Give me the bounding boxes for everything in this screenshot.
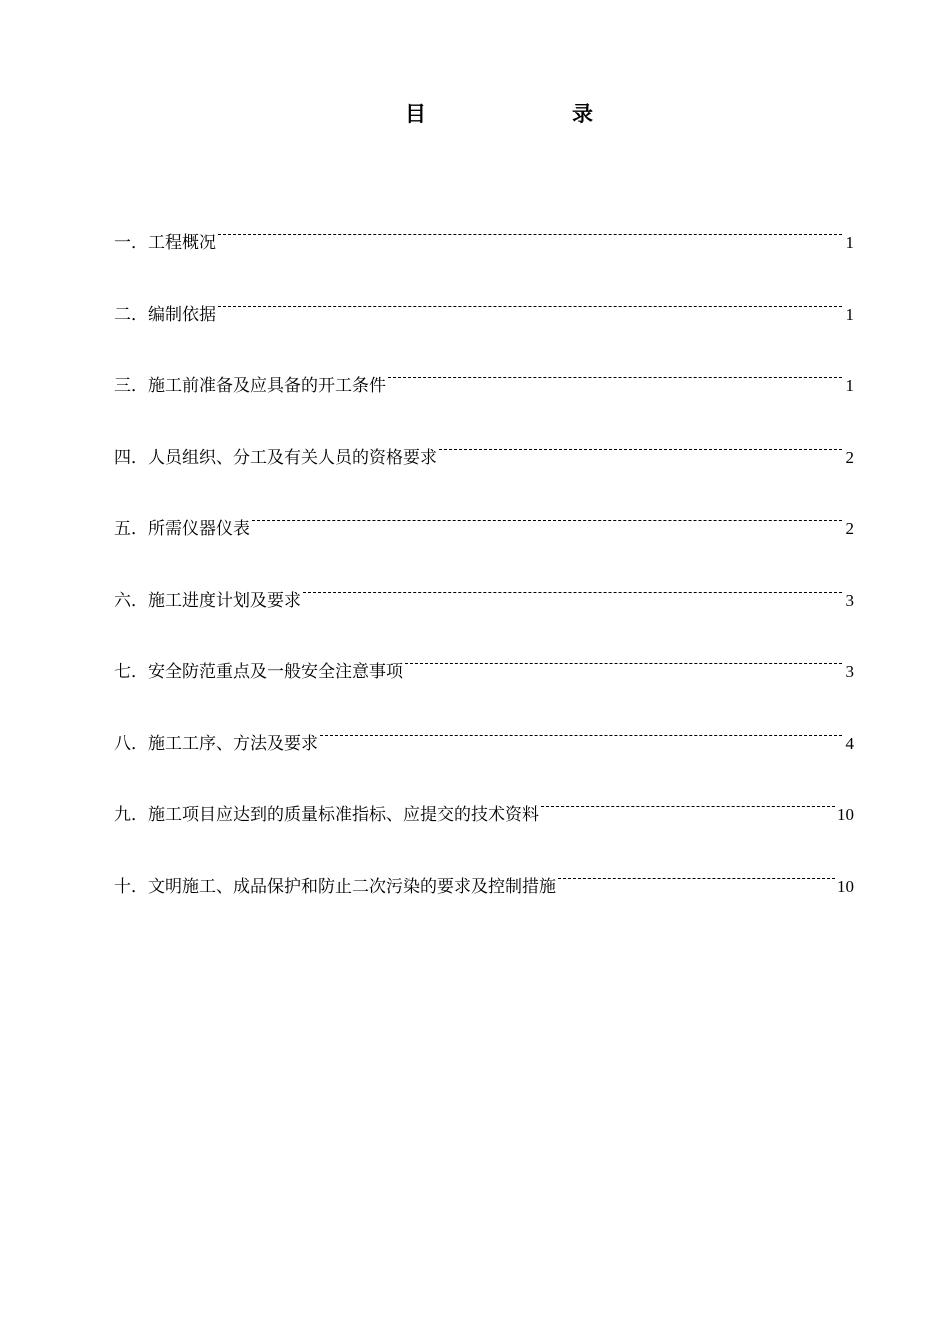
toc-entry-9[interactable] bbox=[114, 792, 854, 825]
toc-number: 九． bbox=[114, 805, 148, 825]
toc-number: 六． bbox=[114, 590, 148, 611]
toc-page-number: 10 bbox=[837, 805, 854, 824]
toc-number: 二． bbox=[114, 304, 148, 325]
toc-entry-1[interactable] bbox=[114, 220, 854, 253]
toc-leader bbox=[320, 721, 842, 749]
toc-entry-4[interactable] bbox=[114, 435, 854, 468]
page-title bbox=[0, 98, 950, 130]
toc-number: 十． bbox=[114, 876, 148, 897]
toc-page-number: 2 bbox=[845, 447, 854, 467]
toc-number: 三． bbox=[114, 376, 148, 396]
toc-label: 安全防范重点及一般安全注意事项 bbox=[148, 662, 403, 682]
toc-label: 编制依据 bbox=[148, 304, 216, 325]
toc-page-number: 1 bbox=[845, 376, 854, 395]
toc-entry-3[interactable] bbox=[114, 363, 854, 396]
toc-entry-10[interactable] bbox=[114, 864, 854, 897]
toc-number: 一． bbox=[114, 233, 148, 253]
toc-number: 八． bbox=[114, 733, 148, 754]
toc-label: 施工工序、方法及要求 bbox=[148, 733, 318, 754]
toc-page-number: 2 bbox=[845, 519, 854, 538]
toc-page-number: 4 bbox=[845, 733, 854, 753]
toc-label: 施工项目应达到的质量标准指标、应提交的技术资料 bbox=[148, 805, 539, 825]
toc-label: 人员组织、分工及有关人员的资格要求 bbox=[148, 447, 437, 468]
toc-page-number: 1 bbox=[845, 233, 854, 252]
toc-leader bbox=[439, 435, 842, 463]
toc-entry-7[interactable] bbox=[114, 649, 854, 682]
toc-leader bbox=[388, 363, 842, 391]
title-char-lu: 录 bbox=[572, 102, 593, 126]
toc-number: 七． bbox=[114, 662, 148, 682]
toc-leader bbox=[218, 220, 842, 248]
toc-leader bbox=[252, 506, 842, 534]
toc-page-number: 10 bbox=[837, 876, 854, 896]
toc-label: 施工进度计划及要求 bbox=[148, 590, 301, 611]
toc-leader bbox=[541, 792, 835, 820]
toc-number: 四． bbox=[114, 447, 148, 468]
toc-label: 施工前准备及应具备的开工条件 bbox=[148, 376, 386, 396]
toc-label: 所需仪器仪表 bbox=[148, 519, 250, 539]
toc-leader bbox=[405, 649, 842, 677]
toc-label: 文明施工、成品保护和防止二次污染的要求及控制措施 bbox=[148, 876, 556, 897]
toc-number: 五． bbox=[114, 519, 148, 539]
toc-leader bbox=[558, 864, 835, 892]
toc-page-number: 1 bbox=[845, 304, 854, 324]
toc-entry-8[interactable] bbox=[114, 721, 854, 754]
toc-label: 工程概况 bbox=[148, 233, 216, 253]
toc-entry-6[interactable] bbox=[114, 578, 854, 611]
title-char-mu: 目 bbox=[405, 102, 426, 126]
toc-entry-5[interactable] bbox=[114, 506, 854, 539]
toc-leader bbox=[218, 292, 842, 320]
toc-page-number: 3 bbox=[845, 662, 854, 681]
toc-entry-2[interactable] bbox=[114, 292, 854, 325]
toc-page-number: 3 bbox=[845, 590, 854, 610]
table-of-contents bbox=[114, 220, 854, 935]
toc-leader bbox=[303, 578, 842, 606]
